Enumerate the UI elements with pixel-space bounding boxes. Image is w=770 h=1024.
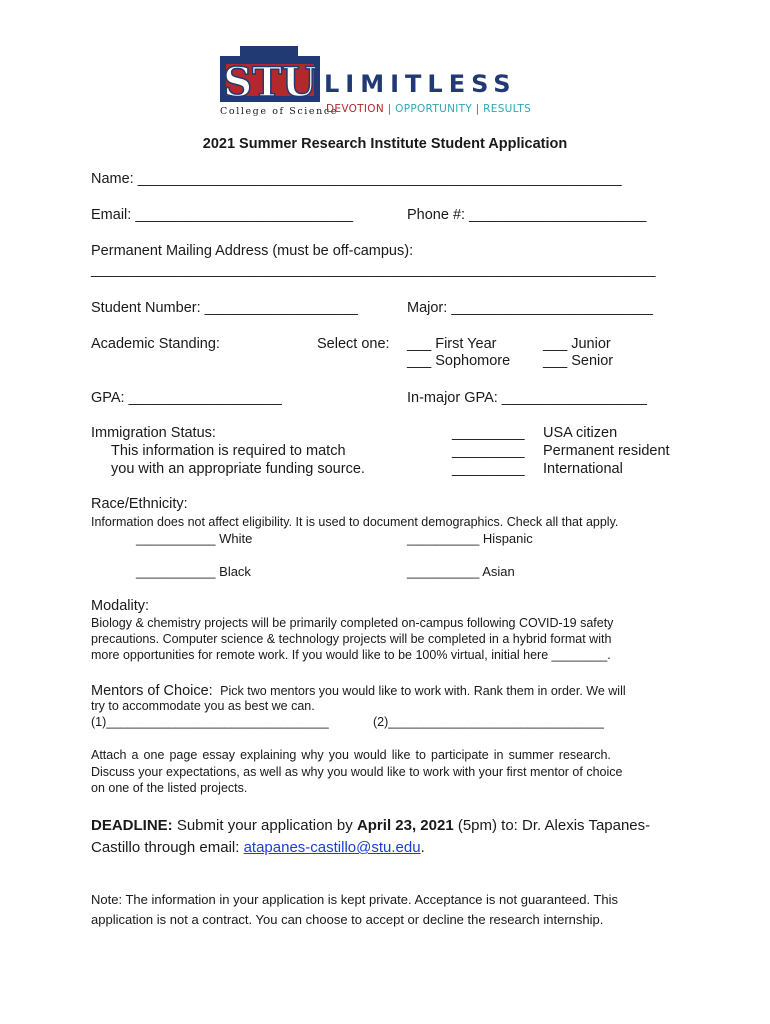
modality-text: Biology & chemistry projects will be primarily completed on-campus following COVID-19 safety [91, 616, 614, 630]
immigration-blank-international[interactable]: _________ [452, 461, 525, 477]
mentors-instructions: try to accommodate you as best we can. [91, 699, 315, 713]
immigration-option-permanent-resident: Permanent resident [543, 443, 670, 459]
contact-email-link[interactable]: atapanes-castillo@stu.edu [243, 839, 421, 856]
mentor-choice-2-field[interactable]: (2)_______________________________ [373, 715, 604, 729]
mentor-choice-1-field[interactable]: (1)________________________________ [91, 715, 329, 729]
deadline-label: DEADLINE: [91, 817, 173, 834]
privacy-note: application is not a contract. You can choose to accept or decline the research internship. [91, 912, 604, 927]
college-of-science-text: College of Science [220, 106, 339, 117]
name-field[interactable]: Name: ____________________________________________________________ [91, 171, 622, 187]
tagline-separator: | [384, 103, 396, 115]
svg-text:DEVOTION | OPPORTUNITY | RESUL [326, 103, 531, 115]
email-field[interactable]: Email: ___________________________ [91, 207, 354, 223]
immigration-option-international: International [543, 461, 623, 477]
essay-instructions: Attach a one page essay explaining why you would like to participate in summer research. [91, 748, 611, 762]
modality-text: precautions. Computer science & technology projects will be completed in a hybrid format with [91, 632, 612, 646]
deadline-date: April 23, 2021 [356, 817, 454, 834]
option-junior[interactable]: ___ Junior [543, 336, 611, 352]
deadline-text: (5pm) to: Dr. Alexis Tapanes- [453, 817, 651, 834]
option-sophomore[interactable]: ___ Sophomore [407, 353, 511, 369]
gpa-field[interactable]: GPA: ___________________ [91, 390, 282, 406]
address-label: Permanent Mailing Address (must be off-campus): [91, 243, 414, 259]
immigration-note: you with an appropriate funding source. [111, 461, 365, 477]
stu-logo-graphic [218, 44, 558, 118]
option-senior[interactable]: ___ Senior [543, 353, 614, 369]
race-option-white[interactable]: ___________ White [136, 531, 253, 546]
student-number-field[interactable]: Student Number: ___________________ [91, 300, 358, 316]
immigration-label: Immigration Status: [91, 425, 216, 441]
deadline-period: . [420, 839, 425, 856]
essay-instructions: Discuss your expectations, as well as why you would like to work with your first mentor of choice [91, 765, 623, 779]
academic-standing-label: Academic Standing: [91, 336, 220, 352]
race-option-hispanic[interactable]: __________ Hispanic [407, 531, 533, 546]
option-first-year[interactable]: ___ First Year [407, 336, 497, 352]
page-title: 2021 Summer Research Institute Student Application [202, 136, 568, 152]
immigration-blank-permanent[interactable]: _________ [452, 443, 525, 459]
phone-field[interactable]: Phone #: ______________________ [407, 207, 647, 223]
deadline-text: Submit your application by [172, 817, 357, 834]
race-option-asian[interactable]: __________ Asian [407, 564, 515, 579]
immigration-option-usa-citizen: USA citizen [543, 425, 618, 441]
deadline-text: Castillo through email: [91, 839, 244, 856]
privacy-note: Note: The information in your application is kept private. Acceptance is not guaranteed. This [91, 892, 619, 907]
mentors-instructions: Pick two mentors you would like to work with. Rank them in order. We will [220, 684, 626, 698]
address-field[interactable]: ______________________________________________________________________ [91, 262, 656, 278]
race-note: Information does not affect eligibility. It is used to document demographics. Check all that apply. [91, 515, 619, 529]
tagline-results: RESULTS [483, 103, 532, 115]
immigration-note: This information is required to match [111, 443, 346, 459]
race-option-black[interactable]: ___________ Black [136, 564, 251, 579]
major-field[interactable]: Major: _________________________ [407, 300, 653, 316]
tagline-devotion: DEVOTION [326, 103, 385, 115]
deadline-line-2 [91, 839, 425, 856]
limitless-text: LIMITLESS [324, 70, 517, 98]
inmajor-gpa-field[interactable]: In-major GPA: __________________ [407, 390, 647, 406]
tagline-separator: | [472, 103, 484, 115]
mentors-heading: Mentors of Choice: [91, 683, 213, 699]
essay-instructions: on one of the listed projects. [91, 781, 248, 795]
deadline-line-1 [91, 817, 650, 834]
tagline-opportunity: OPPORTUNITY [395, 103, 473, 115]
race-heading: Race/Ethnicity: [91, 496, 188, 512]
stu-college-of-science-logo [218, 44, 558, 118]
modality-heading: Modality: [91, 598, 150, 614]
select-one-label: Select one: [317, 336, 390, 352]
immigration-blank-usa[interactable]: _________ [452, 425, 525, 441]
modality-text: more opportunities for remote work. If you would like to be 100% virtual, initial here ________. [91, 648, 611, 662]
stu-letters: STU [223, 59, 317, 106]
